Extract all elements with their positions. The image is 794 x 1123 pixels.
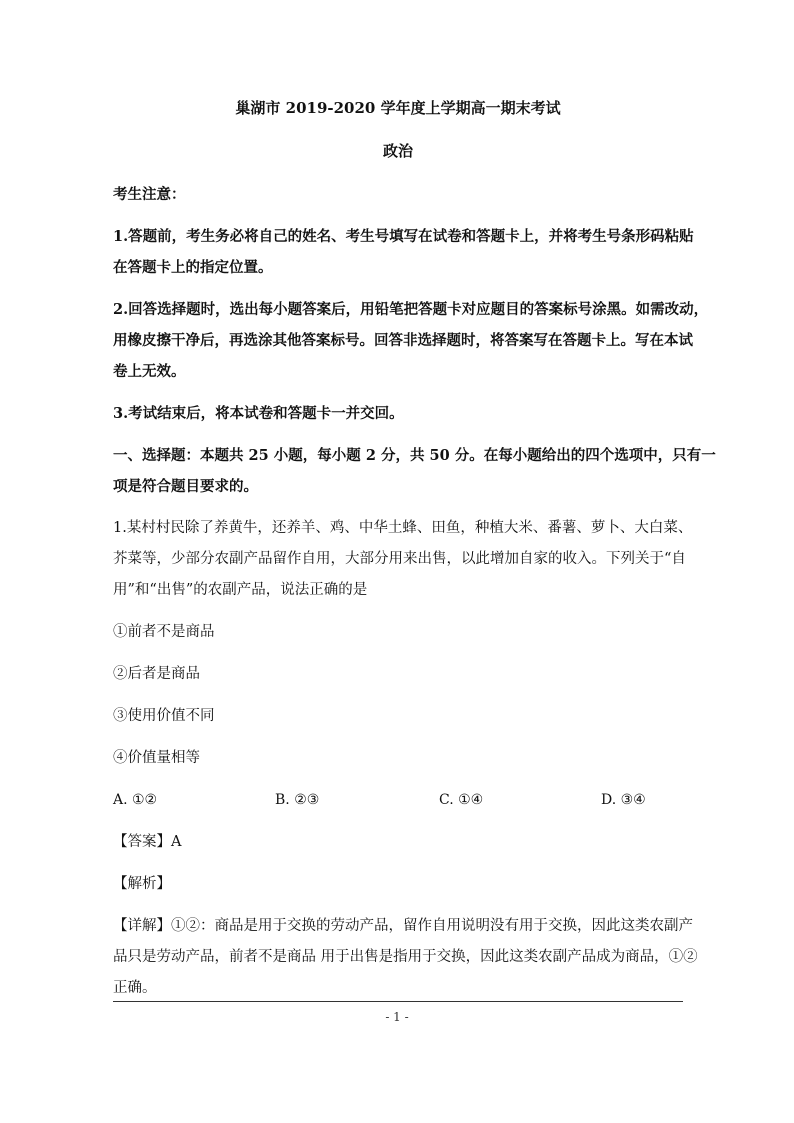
question-1-stem-line: 1.某村村民除了养黄牛，还养羊、鸡、中华土蜂、田鱼，种植大米、番薯、萝卜、大白菜、 — [113, 520, 693, 536]
detail-explanation — [113, 916, 698, 999]
question-1-stem — [113, 518, 693, 601]
notice-item-1-line: 在答题卡上的指定位置。 — [113, 259, 273, 276]
detail-line: 正确。 — [113, 980, 157, 996]
answer-line: 【答案】A — [113, 834, 182, 850]
notice-item-2 — [113, 299, 709, 382]
section-1-heading — [113, 445, 716, 497]
notice-item-2-line: 卷上无效。 — [113, 363, 186, 380]
page-content — [113, 98, 716, 999]
notice-heading: 考生注意： — [113, 186, 186, 203]
statement-4: ④价值量相等 — [113, 750, 200, 766]
notice-item-2-line: 用橡皮擦干净后，再选涂其他答案标号。回答非选择题时，将答案写在答题卡上。写在本试 — [113, 332, 693, 349]
notice-item-1 — [113, 226, 694, 278]
question-1-options — [113, 790, 683, 811]
option-d: D. ③④ — [601, 792, 646, 808]
option-a: A. ①② — [113, 792, 158, 808]
question-1-stem-line: 用”和“出售”的农副产品，说法正确的是 — [113, 582, 368, 598]
exam-subject: 政治 — [382, 142, 413, 160]
notice-item-2-line: 2.回答选择题时，选出每小题答案后，用铅笔把答题卡对应题目的答案标号涂黑。如需改动， — [113, 301, 709, 318]
option-c: C. ①④ — [439, 792, 484, 808]
detail-line: 品只是劳动产品，前者不是商品 用于出售是指用于交换，因此这类农副产品成为商品，①② — [113, 949, 698, 965]
section-1-heading-line: 一、选择题：本题共 25 小题，每小题 2 分，共 50 分。在每小题给出的四个选项中，只有一 — [113, 447, 716, 464]
detail-line: 【详解】①②：商品是用于交换的劳动产品，留作自用说明没有用于交换，因此这类农副产 — [113, 918, 693, 934]
option-b: B. ②③ — [275, 792, 320, 808]
section-1-heading-line: 项是符合题目要求的。 — [113, 478, 258, 495]
page-number: - 1 - — [385, 1010, 409, 1024]
statement-2: ②后者是商品 — [113, 666, 200, 682]
analysis-label: 【解析】 — [113, 876, 171, 892]
notice-item-1-line: 1.答题前，考生务必将自己的姓名、考生号填写在试卷和答题卡上，并将考生号条形码粘贴 — [113, 228, 694, 245]
exam-title: 巢湖市 2019-2020 学年度上学期高一期末考试 — [235, 99, 561, 117]
footer-divider — [113, 1001, 683, 1002]
statement-1: ①前者不是商品 — [113, 624, 215, 640]
question-1-stem-line: 芥菜等，少部分农副产品留作自用，大部分用来出售，以此增加自家的收入。下列关于“自 — [113, 551, 686, 567]
notice-item-3: 3.考试结束后，将本试卷和答题卡一并交回。 — [113, 405, 404, 422]
statement-3: ③使用价值不同 — [113, 708, 215, 724]
